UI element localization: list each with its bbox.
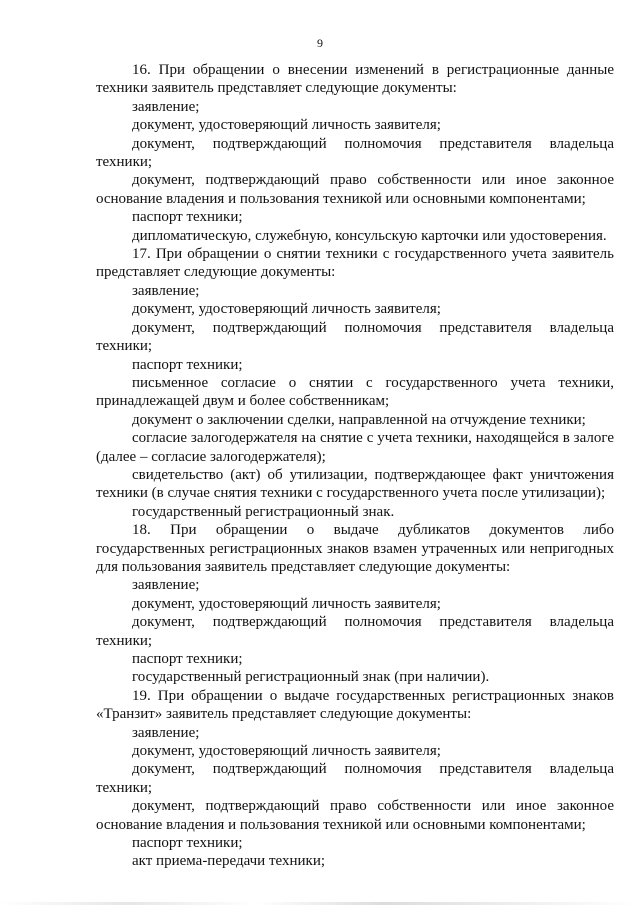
list-item: свидетельство (акт) об утилизации, подтверждающее факт уничтожения техники (в случае снятия техники с государственного учета после утилизации);	[96, 466, 614, 502]
list-item: документ о заключении сделки, направленной на отчуждение техники;	[132, 411, 586, 428]
list-item: паспорт техники;	[132, 835, 243, 852]
list-item: документ, удостоверяющий личность заявителя;	[132, 595, 441, 612]
list-item: документ, подтверждающий право собственности или иное законное основание владения и пользования техникой или основными компонентами;	[96, 172, 614, 207]
list-item: согласие залогодержателя на снятие с учета техники, находящейся в залоге (далее – согласие залогодержателя);	[96, 430, 614, 465]
list-item: акт приема-передачи техники;	[132, 853, 326, 870]
list-item: государственный регистрационный знак (при наличии).	[132, 669, 490, 686]
list-item: документ, удостоверяющий личность заявителя;	[132, 743, 441, 760]
list-item: паспорт техники;	[132, 209, 243, 226]
list-item: письменное согласие о снятии с государственного учета техники, принадлежащей двум и более собственникам;	[96, 374, 614, 410]
item-16-heading: 16. При обращении о внесении изменений в регистрационные данные техники заявитель представляет следующие документы:	[96, 62, 614, 97]
list-item: документ, удостоверяющий личность заявителя;	[132, 117, 441, 134]
list-item: заявление;	[132, 577, 200, 594]
page-number: 9	[317, 36, 323, 50]
list-item: заявление;	[132, 282, 200, 299]
list-item: документ, подтверждающий право собственности или иное законное основание владения и пользования техникой или основными компонентами;	[96, 798, 614, 833]
list-item: паспорт техники;	[132, 356, 243, 373]
list-item: заявление;	[132, 724, 200, 741]
list-item: документ, подтверждающий полномочия представителя владельца техники;	[96, 319, 614, 355]
document-body	[96, 61, 614, 871]
list-item: заявление;	[132, 98, 200, 115]
list-item: документ, подтверждающий полномочия представителя владельца техники;	[96, 135, 614, 171]
list-item: паспорт техники;	[132, 651, 243, 667]
item-18-heading: 18. При обращении о выдаче дубликатов документов либо государственных регистрационных знаков взамен утраченных или непригодных для пользования заявитель представляет следующие документы:	[96, 522, 614, 575]
item-17-heading: 17. При обращении о снятии техники с государственного учета заявитель представляет следующие документы:	[96, 246, 614, 281]
list-item: документ, подтверждающий полномочия представителя владельца техники;	[96, 614, 614, 649]
list-item: дипломатическую, служебную, консульскую карточки или удостоверения.	[132, 227, 607, 244]
item-19-heading: 19. При обращении о выдаче государственных регистрационных знаков «Транзит» заявитель представляет следующие документы:	[96, 687, 614, 723]
list-item: документ, подтверждающий полномочия представителя владельца техники;	[96, 761, 614, 796]
list-item: документ, удостоверяющий личность заявителя;	[132, 301, 441, 318]
list-item: государственный регистрационный знак.	[132, 503, 395, 520]
